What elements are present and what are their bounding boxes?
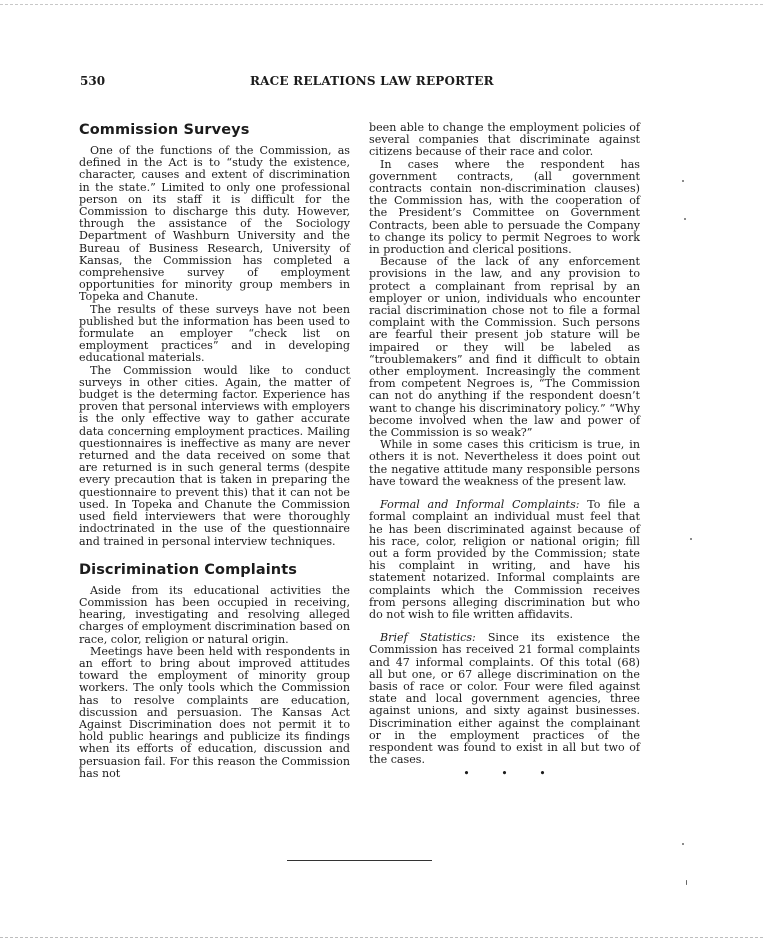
scan-edge-bottom: [0, 937, 763, 938]
section-heading-discrimination-complaints: Discrimination Complaints: [79, 561, 297, 578]
paragraph-continuation: been able to change the employment policies of several companies that discriminate against citizens because of their race and color.: [369, 121, 640, 159]
running-head: RACE RELATIONS LAW REPORTER: [250, 74, 494, 88]
paragraph: The Commission would like to conduct surveys in other cities. Again, the matter of budget is the determing factor. Experience has proven that personal interviews with employers is the only effective way to gather accurate data concerning employment practices. Mailing questionnaires is ineffective as many are never returned and the data received on some that are returned is in such general terms (despite every precaution that is taken in preparing the questionnaire to prevent this) that it can not be used. In Topeka and Chanute the Commission used field interviewers that were thoroughly indoctrinated in the use of the questionnaire and trained in personal interview techniques.: [79, 363, 350, 548]
run-in-heading: Brief Statistics:: [380, 631, 476, 645]
scan-speck: [684, 218, 686, 220]
paragraph-body: To file a formal complaint an individual must feel that he has been discriminated against because of his race, color, religion or national origin; fill out a form provided by the Commission; state his complaint in writing, and have his statement notarized. Informal complaints are complaints which the Commission receives from persons alleging discrimination but who do not wish to file written affidavits.: [369, 498, 640, 621]
paragraph: Aside from its educational activities the Commission has been occupied in receiving, hearing, investigating and resolving alleged charges of employment discrimination based on race, color, religion or natural origin.: [79, 583, 350, 646]
paragraph: The results of these surveys have not been published but the information has been used to formulate an employer “check list on employment practices” and in developing educational materials.: [79, 302, 350, 365]
run-in-heading: Formal and Informal Complaints:: [380, 498, 580, 512]
footnote-rule: [287, 860, 432, 861]
paragraph-formal-informal-complaints: [369, 499, 640, 621]
paragraph: While in some cases this criticism is true, in others it is not. Nevertheless it does point out the negative attitude many responsible persons have toward the weakness of the present law.: [369, 438, 640, 488]
scan-speck: [682, 180, 684, 182]
page-number: 530: [80, 74, 106, 88]
paragraph-brief-statistics: [369, 632, 640, 766]
section-heading-commission-surveys: Commission Surveys: [79, 122, 250, 138]
scan-speck: [686, 880, 687, 885]
scan-edge-top: [0, 4, 763, 5]
paragraph: In cases where the respondent has government contracts, (all government contracts contain non-discrimination clauses) the Commission has, with the cooperation of the President’s Committee on Government Contracts, been able to persuade the Company to change its policy to permit Negroes to work in production and clerical positions.: [369, 157, 640, 257]
right-column: [369, 122, 640, 780]
left-column: [79, 122, 350, 780]
paragraph: Meetings have been held with respondents in an effort to bring about improved attitudes toward the employment of minority group workers. The only tools which the Commission has to resolve complaints are education, discussion and persuasion. The Kansas Act Against Discrimination does not permit it to hold public hearings and publicize its findings when its efforts of education, discussion and persuasion fail. For this reason the Commission has not: [79, 644, 350, 780]
end-of-article-marks: • • •: [463, 767, 560, 781]
paragraph: Because of the lack of any enforcement provisions in the law, and any provision to protect a complainant from reprisal by an employer or union, individuals who encounter racial discrimination chose not to file a formal complaint with the Commission. Such persons are fearful their present job stature will be impaired or they will be labeled as “troublemakers” and find it difficult to obtain other employment. Increasingly the comment from competent Negroes is, “The Commission can not do anything if the respondent doesn’t want to change his discriminatory policy.” “Why become involved when the law and power of the Commission is so weak?”: [369, 255, 640, 440]
scan-speck: [682, 843, 684, 845]
page-header: [80, 74, 680, 94]
paragraph-body: Since its existence the Commission has received 21 formal complaints and 47 informal complaints. Of this total (68) all but one, or 67 allege discrimination on the basis of race or color. Four were filed against state and local government agencies, three against unions, and sixty against businesses. Discrimination either against the complainant or in the employment practices of the respondent was found to exist in all but two of the cases.: [369, 631, 640, 767]
paragraph: One of the functions of the Commission, as defined in the Act is to “study the existence, character, causes and extent of discrimination in the state.” Limited to only one professional person on its staff it is difficult for the Commission to discharge this duty. However, through the assistance of the Sociology Department of Washburn University and the Bureau of Business Research, University of Kansas, the Commission has completed a comprehensive survey of employment opportunities for minority group members in Topeka and Chanute.: [79, 144, 350, 304]
scan-speck: [690, 538, 692, 540]
